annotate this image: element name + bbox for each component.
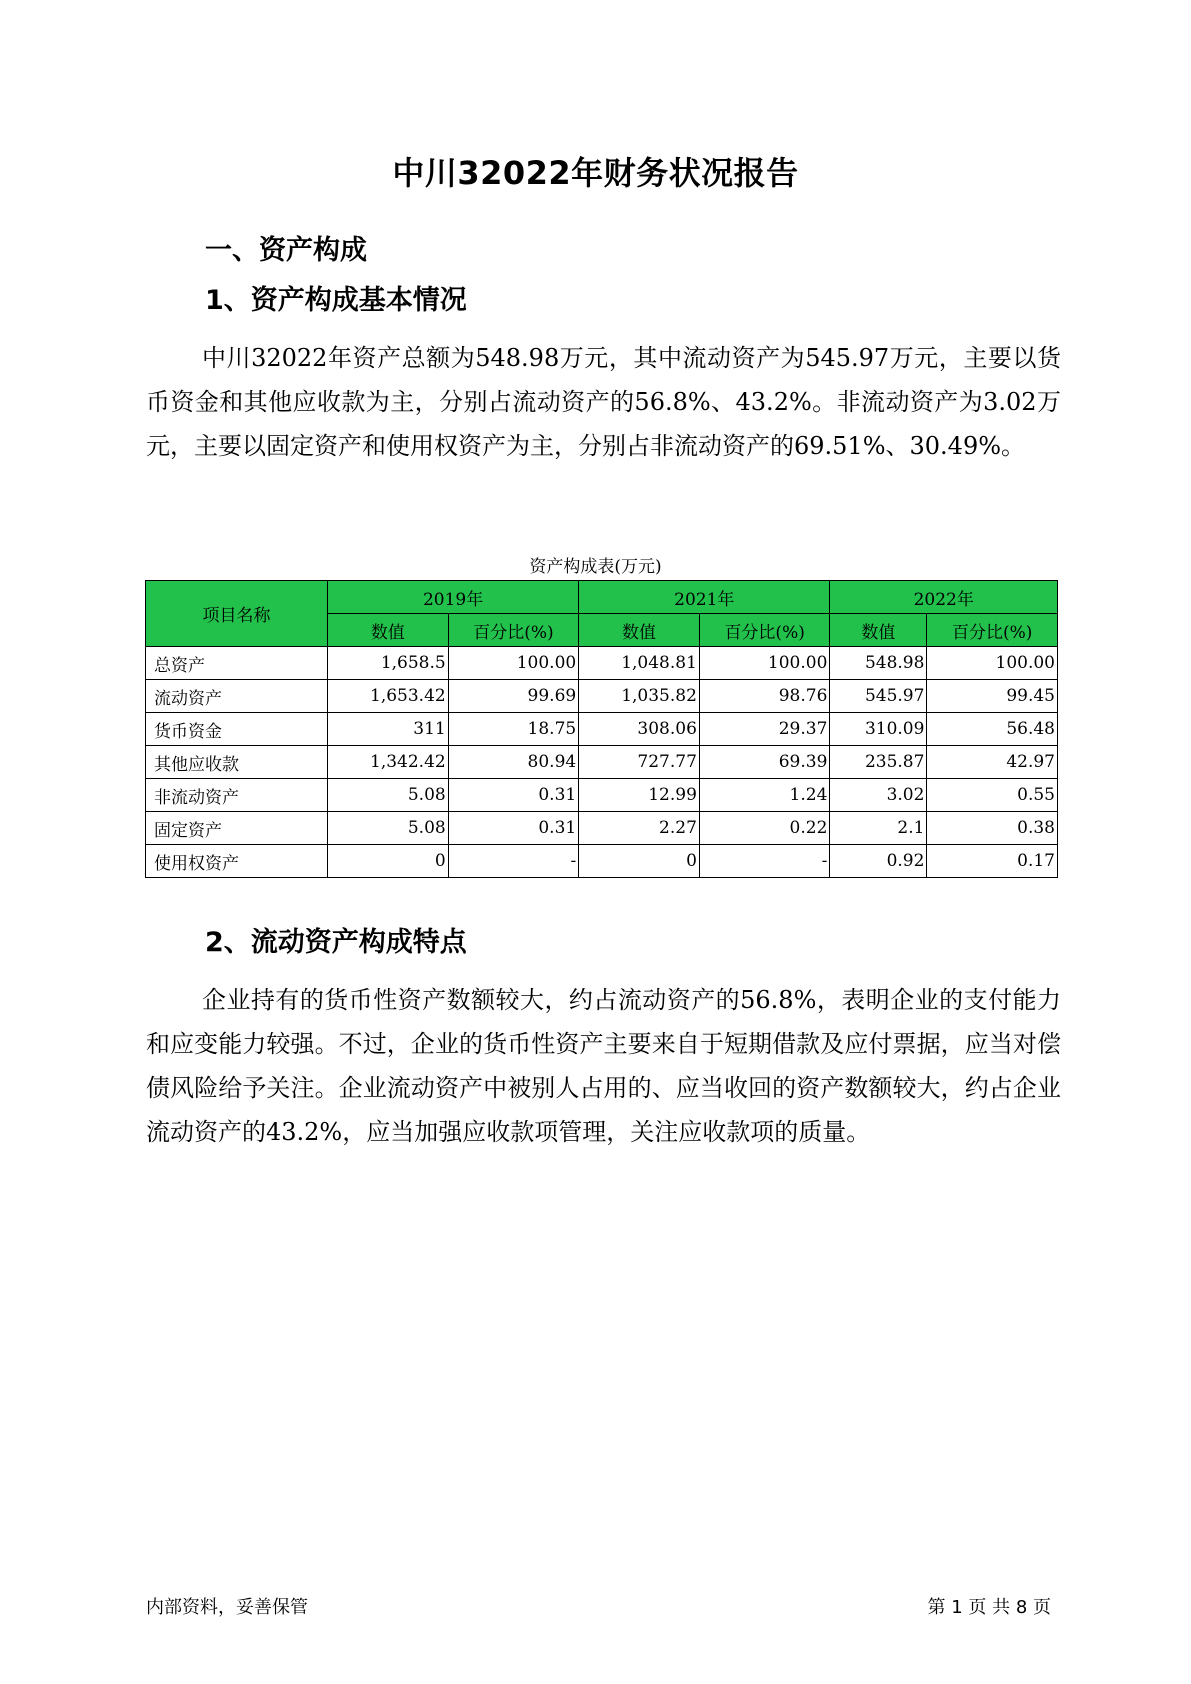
row-label: 总资产 [146, 647, 328, 680]
percent-cell: 100.00 [699, 647, 830, 680]
percent-cell: - [699, 845, 830, 878]
header-year: 2021年 [579, 581, 830, 614]
percent-cell: 100.00 [927, 647, 1058, 680]
percent-cell: 56.48 [927, 713, 1058, 746]
section-heading-asset-composition: 一、资产构成 [205, 235, 367, 266]
paragraph-current-assets: 企业持有的货币性资产数额较大，约占流动资产的56.8%，表明企业的支付能力和应变能力较强。不过，企业的货币性资产主要来自于短期借款及应付票据，应当对偿债风险给予关注。企业流动资产中被别人占用的、应当收回的资产数额较大，约占企业流动资产的43.2%，应当加强应收款项管理，关注应收款项的质量。 [146, 986, 1061, 1146]
percent-cell: 29.37 [699, 713, 830, 746]
value-cell: 0.92 [830, 845, 927, 878]
value-cell: 12.99 [579, 779, 700, 812]
value-cell: 235.87 [830, 746, 927, 779]
value-cell: 5.08 [328, 779, 449, 812]
table-caption: 资产构成表(万元) [529, 557, 662, 577]
percent-cell: 80.94 [448, 746, 579, 779]
header-percent: 百分比(%) [699, 614, 830, 647]
footer-page-number: 第 1 页 共 8 页 [927, 1597, 1051, 1618]
table-row [146, 812, 1058, 845]
paragraph-asset-summary: 中川32022年资产总额为548.98万元，其中流动资产为545.97万元，主要以货币资金和其他应收款为主，分别占流动资产的56.8%、43.2%。非流动资产为3.02万元，主要以固定资产和使用权资产为主，分别占非流动资产的69.51%、30.49%。 [146, 344, 1061, 460]
header-item-name: 项目名称 [146, 581, 328, 647]
header-percent: 百分比(%) [448, 614, 579, 647]
table-row [146, 845, 1058, 878]
percent-cell: 18.75 [448, 713, 579, 746]
value-cell: 1,342.42 [328, 746, 449, 779]
table-row [146, 647, 1058, 680]
header-value: 数值 [328, 614, 449, 647]
value-cell: 5.08 [328, 812, 449, 845]
percent-cell: 100.00 [448, 647, 579, 680]
table-row [146, 779, 1058, 812]
row-label: 使用权资产 [146, 845, 328, 878]
percent-cell: 42.97 [927, 746, 1058, 779]
row-label: 货币资金 [146, 713, 328, 746]
header-year: 2022年 [830, 581, 1058, 614]
value-cell: 1,035.82 [579, 680, 700, 713]
header-value: 数值 [830, 614, 927, 647]
percent-cell: 0.17 [927, 845, 1058, 878]
row-label: 流动资产 [146, 680, 328, 713]
percent-cell: 98.76 [699, 680, 830, 713]
percent-cell: 99.69 [448, 680, 579, 713]
header-value: 数值 [579, 614, 700, 647]
value-cell: 311 [328, 713, 449, 746]
value-cell: 308.06 [579, 713, 700, 746]
row-label: 非流动资产 [146, 779, 328, 812]
value-cell: 548.98 [830, 647, 927, 680]
value-cell: 310.09 [830, 713, 927, 746]
value-cell: 1,658.5 [328, 647, 449, 680]
table-row [146, 713, 1058, 746]
value-cell: 1,653.42 [328, 680, 449, 713]
value-cell: 545.97 [830, 680, 927, 713]
percent-cell: - [448, 845, 579, 878]
percent-cell: 0.31 [448, 812, 579, 845]
percent-cell: 0.38 [927, 812, 1058, 845]
value-cell: 1,048.81 [579, 647, 700, 680]
value-cell: 0 [328, 845, 449, 878]
header-percent: 百分比(%) [927, 614, 1058, 647]
percent-cell: 99.45 [927, 680, 1058, 713]
percent-cell: 0.55 [927, 779, 1058, 812]
table-row [146, 680, 1058, 713]
percent-cell: 0.31 [448, 779, 579, 812]
percent-cell: 69.39 [699, 746, 830, 779]
table-row [146, 746, 1058, 779]
subsection-heading-basic: 1、资产构成基本情况 [205, 285, 467, 316]
value-cell: 727.77 [579, 746, 700, 779]
row-label: 其他应收款 [146, 746, 328, 779]
value-cell: 0 [579, 845, 700, 878]
value-cell: 2.27 [579, 812, 700, 845]
value-cell: 2.1 [830, 812, 927, 845]
subsection-heading-current-assets: 2、流动资产构成特点 [205, 927, 467, 958]
percent-cell: 1.24 [699, 779, 830, 812]
footer-confidential-note: 内部资料，妥善保管 [146, 1597, 308, 1618]
page-title: 中川32022年财务状况报告 [392, 154, 799, 192]
row-label: 固定资产 [146, 812, 328, 845]
asset-composition-table [145, 580, 1058, 878]
header-year: 2019年 [328, 581, 579, 614]
percent-cell: 0.22 [699, 812, 830, 845]
value-cell: 3.02 [830, 779, 927, 812]
